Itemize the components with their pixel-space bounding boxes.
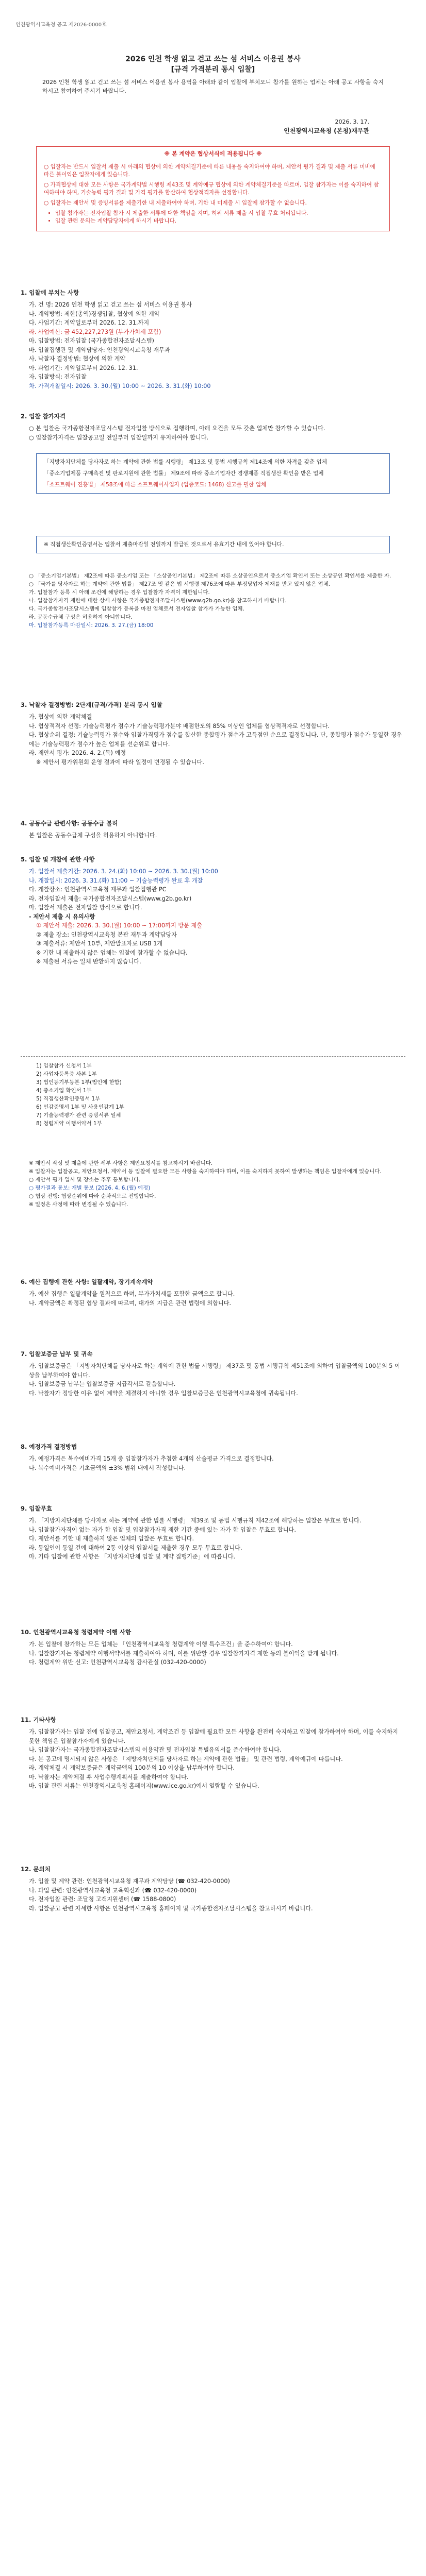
section-2 — [21, 412, 405, 442]
title-sub: [규격 가격분리 동시 입찰] — [171, 65, 255, 74]
eligibility-box — [36, 453, 390, 494]
section-line: 라. 동일인이 동일 건에 대하여 2통 이상의 입찰서를 제출한 경우 모두 무효로 합니다. — [29, 1544, 242, 1551]
section-line: 나. 협상적격자 선정: 기술능력평가 점수가 기술능력평가분야 배점한도의 85% 이상인 업체를 협상적격자로 선정합니다. — [29, 722, 330, 730]
section-line: 마. 입찰참가등록 마감일시: 2026. 3. 27.(금) 18:00 — [29, 622, 154, 629]
section-heading: 6. 예산 집행에 관한 사항: 일괄계약, 장기계속계약 — [21, 1278, 153, 1285]
section-line: 가. 입찰참가자는 입찰 전에 입찰공고, 제안요청서, 계약조건 등 입찰에 필요한 모든 사항을 완전히 숙지하고 입찰에 참가하여야 하며, 이를 숙지하지 못한 책임은 입찰참가자에게 있습니다. — [29, 1728, 398, 1744]
section-line: 라. 전자입찰서 제출: 국가종합전자조달시스템(www.g2b.go.kr) — [29, 895, 192, 902]
section-5 — [21, 855, 405, 967]
section-line: 가. 건 명: 2026 인천 학생 읽고 걷고 쓰는 섬 서비스 이용권 봉사 — [29, 301, 192, 308]
submission-documents — [21, 1056, 405, 1128]
document-item: 3) 법인등기부등본 1부(법인에 한함) — [36, 1079, 122, 1086]
contact-line: 나. 과업 관련: 인천광역시교육청 교육혁신과 (☎ 032-420-0000) — [29, 1887, 197, 1894]
section-line: 가. 「지방자치단체를 당사자로 하는 계약에 관한 법률 시행령」 제39조 및 동법 시행규칙 제42조에 해당하는 입찰은 무효로 합니다. — [29, 1517, 362, 1524]
section-line: ② 제출 장소: 인천광역시교육청 본관 재무과 계약담당자 — [36, 931, 177, 938]
section-line: 나. 입찰참가자는 국가종합전자조달시스템의 이용약관 및 전자입찰 특별유의서를 준수하여야 합니다. — [29, 1747, 282, 1753]
section-heading: 11. 기타사항 — [21, 1716, 56, 1723]
section-2-extra — [21, 572, 405, 630]
section-heading: 4. 공동수급 관련사항: 공동수급 불허 — [21, 820, 118, 827]
red-box-p2: ○ 가격협상에 대한 모든 사항은 국가계약법 시행령 제43조 및 계약예규 협상에 의한 계약체결기준을 따르며, 입찰 참가자는 이를 숙지하여 참여하여야 하며, 기술능력 평가 결과 및 가격 평가를 합산하여 협상적격자를 선정합니다. — [44, 181, 379, 196]
document-item: 5) 직접생산확인증명서 1부 — [36, 1096, 101, 1102]
section-line: ○ 본 입찰은 국가종합전자조달시스템 전자입찰 방식으로 집행하며, 아래 요건을 모두 갖춘 업체만 참가할 수 있습니다. — [29, 425, 325, 432]
section-line: ※ 기한 내 제출하지 않은 업체는 입찰에 참가할 수 없습니다. — [36, 949, 188, 956]
red-box-p1: ○ 입찰자는 반드시 입찰서 제출 시 아래의 협상에 의한 계약체결기준에 따른 내용을 숙지하여야 하며, 제안서 평가 결과 및 제출 서류 미비에 따른 불이익은 입찰자에게 있습니다. — [44, 163, 375, 178]
section-line: 다. 낙찰자가 정당한 이유 없이 계약을 체결하지 아니할 경우 입찰보증금은 인천광역시교육청에 귀속됩니다. — [29, 1389, 298, 1397]
section-1 — [21, 289, 405, 391]
issuing-organization: 인천광역시교육청 (본청)재무관 — [284, 127, 369, 134]
section-line: 나. 입찰보증금 납부는 입찰보증금 지급각서로 갈음합니다. — [29, 1381, 176, 1387]
section-line: ○ 협상 진행: 협상순위에 따라 순차적으로 진행합니다. — [29, 1193, 156, 1199]
section-line: ※ 제출된 서류는 일체 반환하지 않습니다. — [36, 958, 141, 965]
section-8 — [21, 1443, 405, 1472]
section-line: 마. 입찰서 제출은 전자입찰 방식으로 합니다. — [29, 904, 142, 911]
notice-red-box — [36, 146, 390, 231]
title-main: 2026 인천 학생 읽고 걷고 쓰는 섬 서비스 이용권 봉사 — [125, 55, 301, 63]
section-line: ※ 제안서 평가위원회 운영 결과에 따라 일정이 변경될 수 있습니다. — [36, 758, 204, 766]
section-line: ① 제안서 제출: 2026. 3. 30.(월) 10:00 ~ 17:00까지 방문 제출 — [36, 922, 203, 929]
section-line: 마. 낙찰자는 계약체결 후 사업수행계획서를 제출하여야 합니다. — [29, 1773, 189, 1781]
section-line: 가. 본 입찰에 참가하는 모든 업체는 「인천광역시교육청 청렴계약 이행 특수조건」을 준수하여야 합니다. — [29, 1641, 293, 1648]
section-10 — [21, 1628, 405, 1667]
red-box-item: • 입찰 관련 문의는 계약담당자에게 하시기 바랍니다. — [55, 217, 382, 226]
document-item: 1) 입찰참가 신청서 1부 — [36, 1063, 92, 1069]
document-item: 2) 사업자등록증 사본 1부 — [36, 1071, 97, 1077]
red-box-p3: ○ 입찰자는 제안서 및 증빙서류를 제출기한 내 제출하여야 하며, 기한 내 미제출 시 입찰에 참가할 수 없습니다. — [44, 199, 307, 206]
section-6 — [21, 1278, 405, 1308]
section-line: 가. 예산 집행은 일괄계약을 원칙으로 하며, 부가가치세를 포함한 금액으로 합니다. — [29, 1291, 235, 1297]
red-box-list — [44, 210, 382, 226]
section-heading: 5. 입찰 및 개찰에 관한 사항 — [21, 856, 95, 863]
section-heading: 7. 입찰보증금 납부 및 귀속 — [21, 1350, 93, 1358]
section-5-notes — [21, 1159, 405, 1209]
section-line: 아. 과업기간: 계약일로부터 2026. 12. 31. — [29, 364, 138, 371]
section-line: 라. 계약체결 시 계약보증금은 계약금액의 100분의 10 이상을 납부하여야 합니다. — [29, 1765, 235, 1771]
section-line: 다. 제안서를 기한 내 제출하지 않은 업체의 입찰은 무효로 합니다. — [29, 1535, 194, 1542]
section-line: ※ 일정은 사정에 따라 변경될 수 있습니다. — [29, 1201, 128, 1208]
section-heading: 3. 낙찰자 결정방법: 2단계(규격/가격) 분리 동시 입찰 — [21, 701, 162, 708]
certificate-note-box — [36, 536, 390, 553]
section-line: 다. 청렴계약 위반 신고: 인천광역시교육청 감사관실 (032-420-0000) — [29, 1659, 206, 1666]
section-line: ○ 「국가를 당사자로 하는 계약에 관한 법률」 제27조 및 같은 법 시행령 제76조에 따른 부정당업자 제재를 받고 있지 않은 업체. — [29, 581, 331, 587]
section-line: 다. 개찰장소: 인천광역시교육청 재무과 입찰집행관 PC — [29, 886, 167, 893]
section-4 — [21, 819, 405, 840]
contact-line: 다. 전자입찰 관련: 조달청 고객지원센터 (☎ 1588-0800) — [29, 1896, 176, 1903]
section-line: 사. 낙찰자 결정방법: 협상에 의한 계약 — [29, 355, 126, 362]
notice-date: 2026. 3. 17. — [335, 118, 369, 125]
document-item: 6) 인감증명서 1부 및 사용인감계 1부 — [36, 1104, 124, 1110]
section-line: 나. 계약방법: 제한(총액)경쟁입찰, 협상에 의한 계약 — [29, 310, 160, 317]
section-heading: 8. 예정가격 결정방법 — [21, 1443, 77, 1450]
section-heading: 10. 인천광역시교육청 청렴계약 이행 사항 — [21, 1629, 132, 1636]
section-line: 나. 개찰일시: 2026. 3. 31.(화) 11:00 ~ 기술능력평가 완료 후 개찰 — [29, 877, 203, 884]
section-12-contacts — [21, 1865, 405, 1913]
section-line: ○ 「중소기업기본법」 제2조에 따른 중소기업 또는 「소상공인기본법」 제2조에 따른 소상공인으로서 중소기업 확인서 또는 소상공인 확인서를 제출한 자. — [29, 573, 391, 579]
section-line: 라. 제안서 평가: 2026. 4. 2.(목) 예정 — [29, 750, 126, 756]
section-line: 가. 입찰참가 등록 시 아래 조건에 해당하는 경우 입찰참가 자격이 제한됩니다. — [29, 589, 210, 596]
document-item: 8) 청렴계약 이행서약서 1부 — [36, 1121, 102, 1127]
section-11 — [21, 1716, 405, 1791]
intro-paragraph: 2026 인천 학생 읽고 걷고 쓰는 섬 서비스 이용권 봉사 용역을 아래와 같이 입찰에 부치오니 참가를 원하는 업체는 아래 공고 사항을 숙지하시고 참여하여 주시기 바랍니다. — [42, 79, 384, 94]
section-line: 가. 입찰서 제출기간: 2026. 3. 24.(화) 10:00 ~ 2026. 3. 30.(월) 10:00 — [29, 868, 218, 875]
certificate-note: ※ 직접생산확인증명서는 입찰서 제출마감일 전일까지 발급된 것으로서 유효기간 내에 있어야 합니다. — [44, 541, 284, 548]
eligibility-item: 「지방자치단체를 당사자로 하는 계약에 관한 법률 시행령」 제13조 및 동법 시행규칙 제14조에 의한 자격을 갖춘 업체 — [44, 459, 327, 465]
red-box-title: ※ 본 계약은 협상서식에 적용됩니다 ※ — [164, 150, 262, 157]
document-title — [0, 54, 426, 75]
contact-line: 라. 입찰공고 관련 자세한 사항은 인천광역시교육청 홈페이지 및 국가종합전자조달시스템을 참고하시기 바랍니다. — [29, 1905, 313, 1912]
section-line: ※ 제안서 작성 및 제출에 관한 세부 사항은 제안요청서를 참고하시기 바랍니다. — [29, 1160, 213, 1166]
section-line: ○ 제안서 평가 일시 및 장소는 추후 통보합니다. — [29, 1177, 141, 1183]
section-line: 나. 입찰참가자격이 없는 자가 한 입찰 및 입찰참가자격 제한 기간 중에 있는 자가 한 입찰은 무효로 합니다. — [29, 1526, 296, 1533]
section-line: - 제안서 제출 시 유의사항 — [29, 913, 95, 920]
contact-line: 가. 입찰 및 계약 관련: 인천광역시교육청 재무과 계약담당 (☎ 032-420-0000) — [29, 1878, 230, 1885]
section-line: 나. 입찰참가자격 제한에 대한 상세 사항은 국가종합전자조달시스템(www.g2b.go.kr)을 참고하시기 바랍니다. — [29, 598, 287, 604]
section-heading: 1. 입찰에 부치는 사항 — [21, 289, 79, 296]
section-line: 가. 협상에 의한 계약체결 — [29, 714, 92, 720]
section-line: 다. 국가종합전자조달시스템에 입찰참가 등록을 마친 업체로서 전자입찰 참가가 가능한 업체. — [29, 606, 244, 612]
section-line: 바. 입찰집행관 및 계약담당자: 인천광역시교육청 재무과 — [29, 346, 170, 353]
section-line: 나. 복수예비가격은 기초금액의 ±3% 범위 내에서 작성합니다. — [29, 1464, 186, 1471]
section-heading: 9. 입찰무효 — [21, 1505, 52, 1512]
section-3 — [21, 701, 405, 767]
notice-code: 인천광역시교육청 공고 제2026-0000호 — [15, 22, 107, 28]
section-line: 바. 입찰 관련 서류는 인천광역시교육청 홈페이지(www.ice.go.kr)에서 열람할 수 있습니다. — [29, 1783, 259, 1789]
section-line: 마. 입찰방법: 전자입찰 (국가종합전자조달시스템) — [29, 337, 154, 344]
section-line: 가. 입찰보증금은 「지방자치단체를 당사자로 하는 계약에 관한 법률 시행령」 제37조 및 동법 시행규칙 제51조에 의하여 입찰금액의 100분의 5 이상을 납부하여야 합니다. — [29, 1363, 400, 1379]
section-line: 나. 계약금액은 확정된 협상 결과에 따르며, 대가의 지급은 관련 법령에 의합니다. — [29, 1299, 232, 1307]
section-line-budget: 라. 사업예산: 금 452,227,273원 (부가가치세 포함) — [29, 328, 161, 335]
section-line: ③ 제출서류: 제안서 10부, 제안발표자료 USB 1개 — [36, 940, 163, 947]
section-line: ○ 입찰참가자격은 입찰공고일 전일부터 입찰일까지 유지하여야 합니다. — [29, 434, 209, 441]
document-item: 7) 기술능력평가 관련 증빙서류 일체 — [36, 1112, 121, 1118]
section-line: ○ 평가결과 통보: 개별 통보 (2026. 4. 6.(월) 예정) — [29, 1185, 151, 1191]
section-line: 마. 기타 입찰에 관한 사항은 「지방자치단체 입찰 및 계약 집행기준」에 따릅니다. — [29, 1553, 236, 1560]
section-7 — [21, 1350, 405, 1398]
eligibility-item: 「중소기업제품 구매촉진 및 판로지원에 관한 법률」 제9조에 따라 중소기업자간 경쟁제품 직접생산 확인을 받은 업체 — [44, 470, 324, 477]
section-line: 자. 입찰방식: 전자입찰 — [29, 374, 87, 380]
eligibility-item: 「소프트웨어 진흥법」 제58조에 따른 소프트웨어사업자 (업종코드: 1468) 신고를 필한 업체 — [44, 482, 267, 488]
section-line: 가. 예정가격은 복수예비가격 15개 중 입찰참가자가 추첨한 4개의 산술평균 가격으로 결정합니다. — [29, 1455, 274, 1462]
section-heading: 12. 문의처 — [21, 1866, 51, 1873]
section-line: 나. 입찰참가자는 청렴계약 이행서약서를 제출하여야 하며, 이를 위반할 경우 입찰참가자격 제한 등의 불이익을 받게 됩니다. — [29, 1650, 339, 1657]
section-line: 본 입찰은 공동수급체 구성을 허용하지 아니합니다. — [29, 832, 157, 839]
section-line-open-date: 차. 가격개찰일시: 2026. 3. 30.(월) 10:00 ~ 2026. 3. 31.(화) 10:00 — [29, 382, 211, 389]
section-line: 라. 공동수급체 구성은 허용하지 아니합니다. — [29, 614, 133, 620]
section-heading: 2. 입찰 참가자격 — [21, 413, 66, 420]
red-box-item: • 입찰 참가자는 전자입찰 참가 시 제출한 서류에 대한 책임을 지며, 허위 서류 제출 시 입찰 무효 처리됩니다. — [55, 210, 382, 218]
section-line: 다. 본 공고에 명시되지 않은 사항은 「지방자치단체를 당사자로 하는 계약에 관한 법률」 및 관련 법령, 계약예규에 따릅니다. — [29, 1755, 343, 1762]
section-line: 다. 사업기간: 계약일로부터 2026. 12. 31.까지 — [29, 319, 150, 326]
section-line: 다. 협상순위 결정: 기술능력평가 점수와 입찰가격평가 점수를 합산한 종합평가 점수가 고득점인 순으로 결정합니다. 단, 종합평가 점수가 동일한 경우에는 기술능력평가 점수가 높은 업체를 선순위로 합니다. — [29, 732, 402, 748]
section-line: ※ 입찰자는 입찰공고, 제안요청서, 계약서 등 입찰에 필요한 모든 사항을 숙지하여야 하며, 이를 숙지하지 못하여 발생하는 책임은 입찰자에게 있습니다. — [29, 1168, 382, 1175]
document-item: 4) 중소기업 확인서 1부 — [36, 1088, 92, 1094]
section-9 — [21, 1504, 405, 1562]
